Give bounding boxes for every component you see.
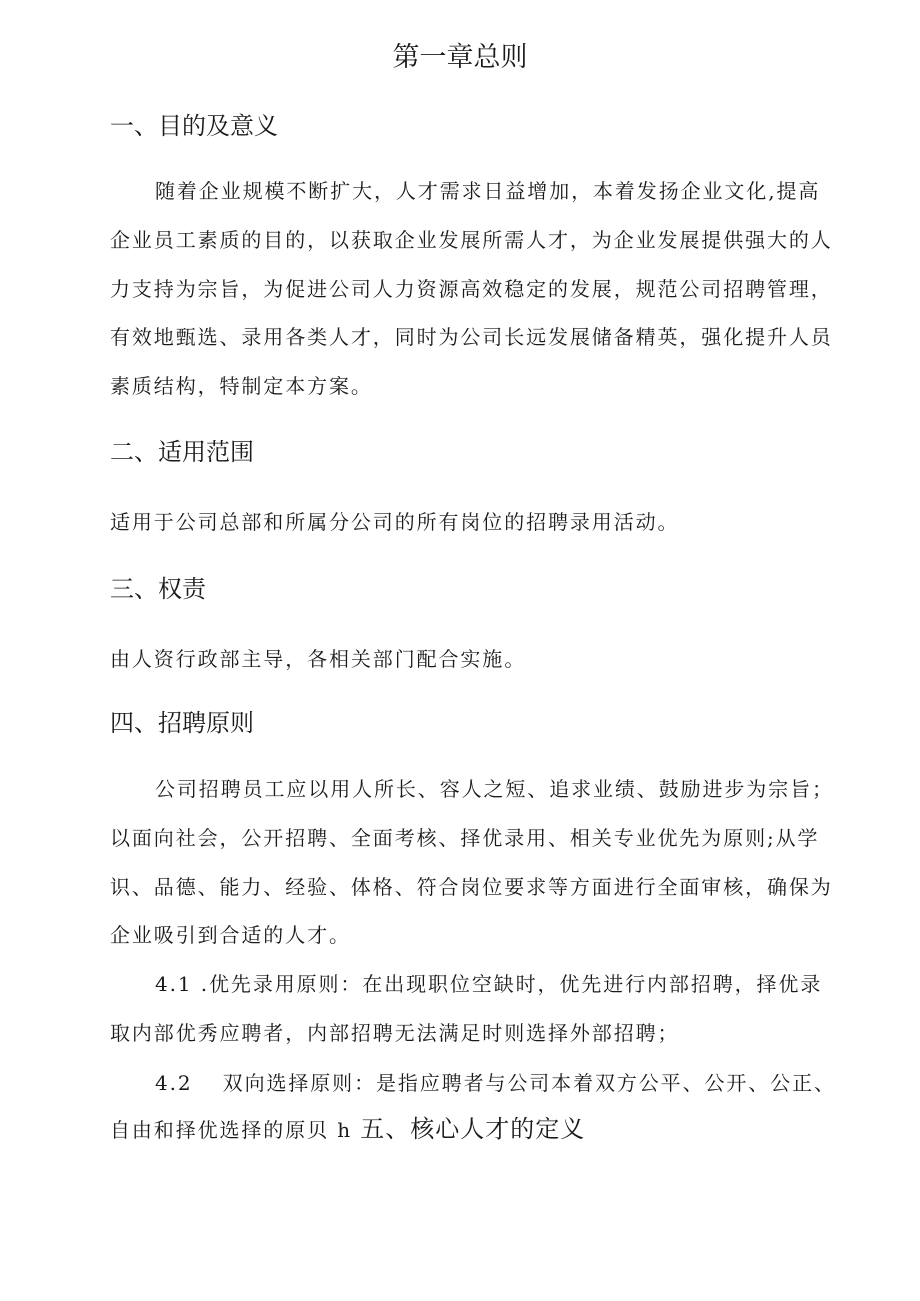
clause-4-2-text: 自由和择优选择的原贝 h xyxy=(110,1118,361,1142)
paragraph-line: 随着企业规模不断扩大，人才需求日益增加，本着发扬企业文化,提高 xyxy=(155,179,821,203)
paragraph-line: 有效地甄选、录用各类人才，同时为公司长远发展储备精英，强化提升人员 xyxy=(110,325,833,349)
paragraph-line: 企业员工素质的目的，以获取企业发展所需人才，为企业发展提供强大的人 xyxy=(110,228,833,252)
chapter-title: 第一章总则 xyxy=(392,42,528,73)
section-heading-principles: 四、招聘原则 xyxy=(110,709,254,737)
paragraph-line: 公司招聘员工应以用人所长、容人之短、追求业绩、鼓励进步为宗旨； xyxy=(155,777,834,801)
clause-4-1-line: 取内部优秀应聘者，内部招聘无法满足时则选择外部招聘； xyxy=(110,1021,680,1045)
paragraph-line: 由人资行政部主导，各相关部门配合实施。 xyxy=(110,647,527,671)
paragraph-line: 适用于公司总部和所属分公司的所有岗位的招聘录用活动。 xyxy=(110,510,680,534)
paragraph-line: 以面向社会，公开招聘、全面考核、择优录用、相关专业优先为原则;从学 xyxy=(110,826,820,850)
clause-4-2-line: 4.2 双向选择原则：是指应聘者与公司本着双方公平、公开、公正、 xyxy=(155,1071,836,1095)
section-heading-purpose: 一、目的及意义 xyxy=(110,112,278,140)
paragraph-line: 力支持为宗旨，为促进公司人力资源高效稳定的发展，规范公司招聘管理， xyxy=(110,277,833,301)
clause-4-1-line: 4.1 .优先录用原则：在出现职位空缺时，优先进行内部招聘，择优录 xyxy=(155,972,823,996)
section-heading-core-talent: 五、核心人才的定义 xyxy=(360,1115,586,1143)
clause-4-2-line xyxy=(110,1114,830,1145)
section-heading-responsibility: 三、权责 xyxy=(110,575,206,603)
paragraph-line: 企业吸引到合适的人才。 xyxy=(110,923,351,947)
section-heading-scope: 二、适用范围 xyxy=(110,438,254,466)
paragraph-line: 素质结构，特制定本方案。 xyxy=(110,374,373,398)
paragraph-line: 识、品德、能力、经验、体格、符合岗位要求等方面进行全面审核，确保为 xyxy=(110,875,833,899)
